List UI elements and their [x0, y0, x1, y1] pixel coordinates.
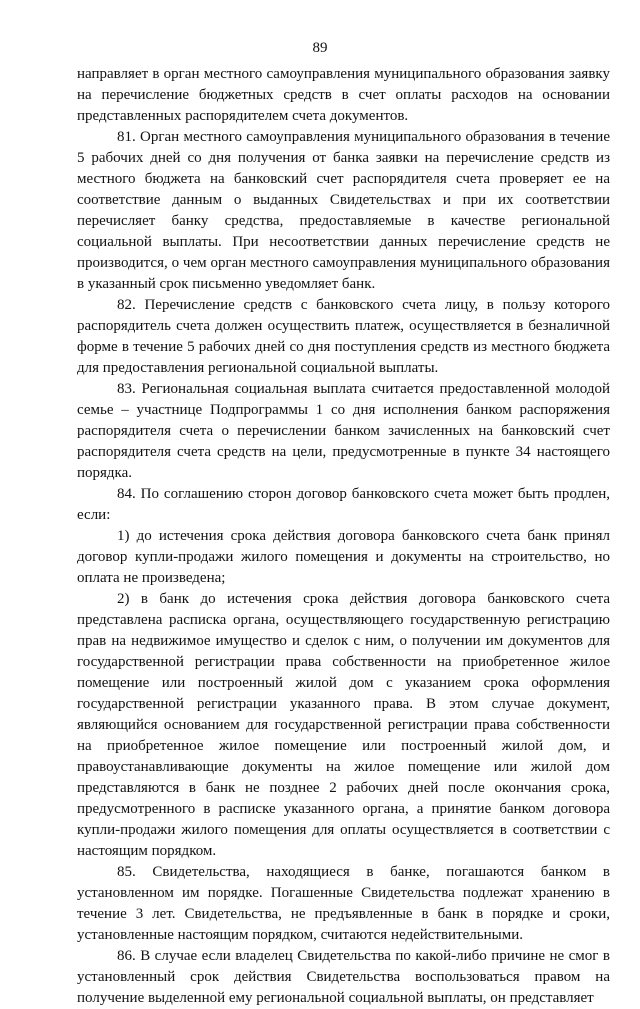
paragraph-85: 85. Свидетельства, находящиеся в банке, погашаются банком в установленном им порядке. Погашенные Свидетельства подлежат хранению в течение 3 лет. Свидетельства, не предъявленные в банк в порядке и сроки, установленные настоящим порядком, считаются недействительными. — [77, 864, 610, 943]
page-number: 89 — [312, 40, 328, 56]
document-body — [77, 64, 610, 1009]
paragraph-86: 86. В случае если владелец Свидетельства по какой-либо причине не смог в установленный срок действия Свидетельства воспользоваться правом на получение выделенной ему региональной социальной выплаты, он представляет — [77, 948, 610, 1006]
paragraph-81: 81. Орган местного самоуправления муниципального образования в течение 5 рабочих дней со дня получения от банка заявки на перечисление средств из местного бюджета на банковский счет распорядителя счета проверяет ее на соответствие данным о выданных Свидетельствах и при их соответствии перечисляет банку средства, предоставляемые в качестве региональной социальной выплаты. При несоответствии данных перечисление средств не производится, о чем орган местного самоуправления муниципального образования в указанный срок письменно уведомляет банк. — [77, 129, 610, 292]
paragraph-83: 83. Региональная социальная выплата считается предоставленной молодой семье – участнице Подпрограммы 1 со дня исполнения банком распоряжения распорядителя счета о перечислении банком зачисленных на банковский счет распорядителя счета средств на цели, предусмотренные в пункте 34 настоящего порядка. — [77, 381, 610, 481]
paragraph-84-item-2: 2) в банк до истечения срока действия договора банковского счета представлена расписка органа, осуществляющего государственную регистрацию прав на недвижимое имущество и сделок с ним, о получении им документов для государственной регистрации права собственности на приобретенное жилое помещение или построенный жилой дом с указанием срока оформления государственной регистрации указанного права. В этом случае документ, являющийся основанием для государственной регистрации права собственности на приобретенное жилое помещение или построенный жилой дом, и правоустанавливающие документы на жилое помещение или жилой дом представляются в банк не позднее 2 рабочих дней после окончания срока, предусмотренного в расписке указанного органа, а принятие банком договора купли-продажи жилого помещения для оплаты осуществляется в соответствии с настоящим порядком. — [77, 591, 610, 859]
paragraph-84-item-1: 1) до истечения срока действия договора банковского счета банк принял договор купли-продажи жилого помещения и документы на строительство, но оплата не произведена; — [77, 528, 610, 586]
paragraph-82: 82. Перечисление средств с банковского счета лицу, в пользу которого распорядитель счета должен осуществить платеж, осуществляется в безналичной форме в течение 5 рабочих дней со дня поступления средств из местного бюджета для предоставления региональной социальной выплаты. — [77, 297, 610, 376]
paragraph-84: 84. По соглашению сторон договор банковского счета может быть продлен, если: — [77, 486, 610, 523]
paragraph-continuation: направляет в орган местного самоуправления муниципального образования заявку на перечисление бюджетных средств в счет оплаты расходов на основании представленных распорядителем счета документов. — [77, 66, 610, 124]
